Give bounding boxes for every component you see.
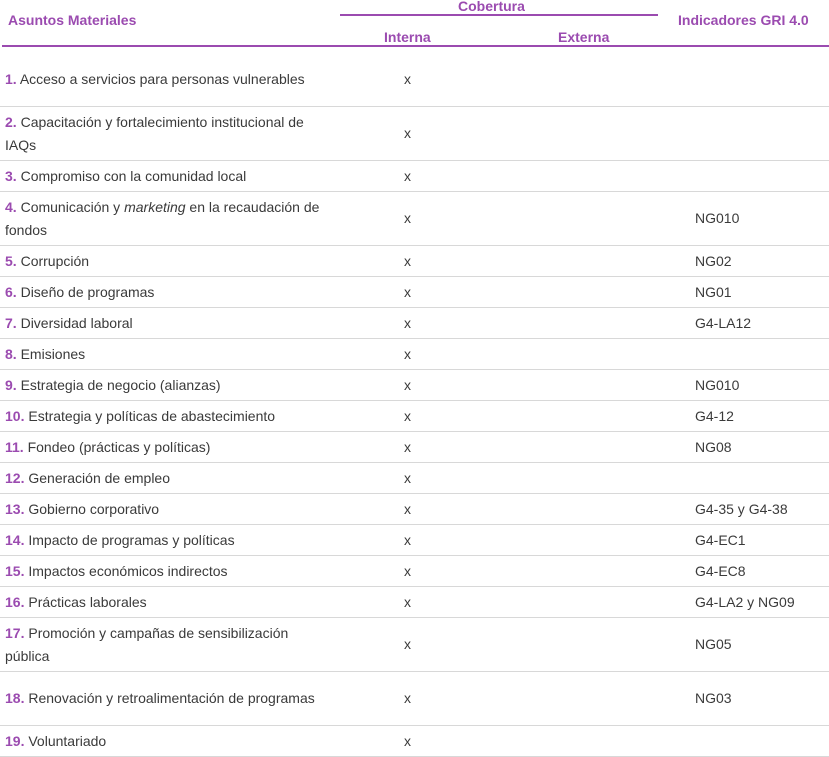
material-issues-table [0, 53, 829, 757]
issue-text-emphasis: marketing [124, 198, 186, 215]
gri-cell [695, 53, 829, 107]
table-row [0, 53, 829, 107]
issue-text: Renovación y retroalimentación de programas [28, 690, 315, 706]
issue-cell [0, 277, 325, 308]
gri-cell: NG010 [695, 370, 829, 401]
table-row [0, 672, 829, 726]
gri-cell: G4-12 [695, 401, 829, 432]
header-externa: Externa [558, 29, 610, 45]
gri-cell: NG05 [695, 618, 829, 672]
issue-cell [0, 494, 325, 525]
interna-cell: x [325, 463, 695, 494]
issue-number: 9. [5, 376, 17, 393]
issue-cell [0, 525, 325, 556]
issue-text: Diversidad laboral [20, 314, 133, 331]
gri-cell: NG02 [695, 246, 829, 277]
interna-cell: x [325, 308, 695, 339]
issue-number: 8. [5, 345, 17, 362]
interna-cell: x [325, 192, 695, 246]
interna-cell: x [325, 494, 695, 525]
issue-cell [0, 246, 325, 277]
issue-text: Estrategia y políticas de abastecimiento [28, 407, 276, 424]
issue-number: 10. [5, 407, 25, 424]
gri-cell: G4-LA2 y NG09 [695, 587, 829, 618]
issue-cell [0, 107, 325, 161]
issue-number: 16. [5, 593, 25, 610]
issue-cell [0, 726, 325, 757]
gri-cell [695, 107, 829, 161]
issue-number: 14. [5, 531, 25, 548]
interna-cell: x [325, 587, 695, 618]
issue-number: 2. [5, 113, 17, 130]
issue-cell [0, 370, 325, 401]
issue-number: 15. [5, 562, 25, 579]
table-row [0, 308, 829, 339]
issue-number: 3. [5, 167, 17, 184]
issue-text: Acceso a servicios para personas vulnerables [19, 71, 305, 87]
table-row [0, 192, 829, 246]
issue-text: Corrupción [20, 252, 90, 269]
header-asuntos-materiales: Asuntos Materiales [8, 12, 137, 28]
issue-number: 18. [5, 690, 25, 706]
issue-text: Voluntariado [28, 732, 107, 749]
interna-cell: x [325, 277, 695, 308]
table-row [0, 618, 829, 672]
header-indicadores-gri: Indicadores GRI 4.0 [678, 12, 809, 28]
issue-cell [0, 308, 325, 339]
issue-text: Compromiso con la comunidad local [20, 167, 247, 184]
interna-cell: x [325, 618, 695, 672]
gri-cell [695, 161, 829, 192]
table-row [0, 246, 829, 277]
gri-cell: NG010 [695, 192, 829, 246]
issue-cell [0, 672, 325, 726]
table-row [0, 370, 829, 401]
issue-number: 11. [5, 438, 24, 455]
interna-cell: x [325, 53, 695, 107]
interna-cell: x [325, 432, 695, 463]
issue-number: 1. [5, 71, 17, 87]
header-divider [2, 45, 829, 47]
issue-cell [0, 339, 325, 370]
gri-cell: G4-35 y G4-38 [695, 494, 829, 525]
issue-cell [0, 401, 325, 432]
interna-cell: x [325, 370, 695, 401]
interna-cell: x [325, 339, 695, 370]
table-row [0, 556, 829, 587]
issue-cell [0, 463, 325, 494]
issue-text: Capacitación y fortalecimiento institucional de IAQs [5, 113, 304, 153]
issue-text-a: Comunicación y [20, 198, 125, 215]
issue-text: Diseño de programas [20, 283, 155, 300]
interna-cell: x [325, 401, 695, 432]
issue-number: 19. [5, 732, 25, 749]
table-row [0, 525, 829, 556]
gri-cell [695, 463, 829, 494]
issue-number: 17. [5, 624, 25, 641]
issue-cell [0, 618, 325, 672]
issue-text: Emisiones [20, 345, 86, 362]
interna-cell: x [325, 672, 695, 726]
issue-text-b: en la recaudación de fondos [5, 198, 320, 238]
issue-cell [0, 587, 325, 618]
table-row [0, 161, 829, 192]
issue-cell [0, 161, 325, 192]
interna-cell: x [325, 525, 695, 556]
interna-cell: x [325, 556, 695, 587]
issue-text: Fondeo (prácticas y políticas) [27, 438, 211, 455]
gri-cell [695, 726, 829, 757]
interna-cell: x [325, 246, 695, 277]
gri-cell: G4-EC1 [695, 525, 829, 556]
gri-cell: NG08 [695, 432, 829, 463]
table-row [0, 432, 829, 463]
issue-text: Impacto de programas y políticas [28, 531, 235, 548]
table-row [0, 401, 829, 432]
gri-cell: G4-EC8 [695, 556, 829, 587]
issue-text: Gobierno corporativo [28, 500, 160, 517]
gri-cell: G4-LA12 [695, 308, 829, 339]
interna-cell: x [325, 107, 695, 161]
issue-number: 5. [5, 252, 17, 269]
issue-number: 12. [5, 469, 25, 486]
interna-cell: x [325, 726, 695, 757]
issue-text: Estrategia de negocio (alianzas) [20, 376, 221, 393]
table-row [0, 339, 829, 370]
issue-cell [0, 192, 325, 246]
issue-number: 7. [5, 314, 17, 331]
issue-number: 4. [5, 198, 17, 215]
table-row [0, 726, 829, 757]
issue-number: 13. [5, 500, 25, 517]
table-row [0, 494, 829, 525]
issue-text: Generación de empleo [28, 469, 171, 486]
issue-text: Prácticas laborales [28, 593, 147, 610]
issue-cell [0, 53, 325, 107]
table-row [0, 463, 829, 494]
table-row [0, 277, 829, 308]
table-row [0, 107, 829, 161]
interna-cell: x [325, 161, 695, 192]
cobertura-divider [340, 14, 658, 16]
issue-number: 6. [5, 283, 17, 300]
gri-cell: NG01 [695, 277, 829, 308]
gri-cell: NG03 [695, 672, 829, 726]
issue-text: Impactos económicos indirectos [28, 562, 228, 579]
header-cobertura: Cobertura [458, 0, 525, 14]
table-row [0, 587, 829, 618]
issue-text: Promoción y campañas de sensibilización pública [5, 624, 289, 664]
issue-cell [0, 432, 325, 463]
header-interna: Interna [384, 29, 431, 45]
issue-cell [0, 556, 325, 587]
gri-cell [695, 339, 829, 370]
